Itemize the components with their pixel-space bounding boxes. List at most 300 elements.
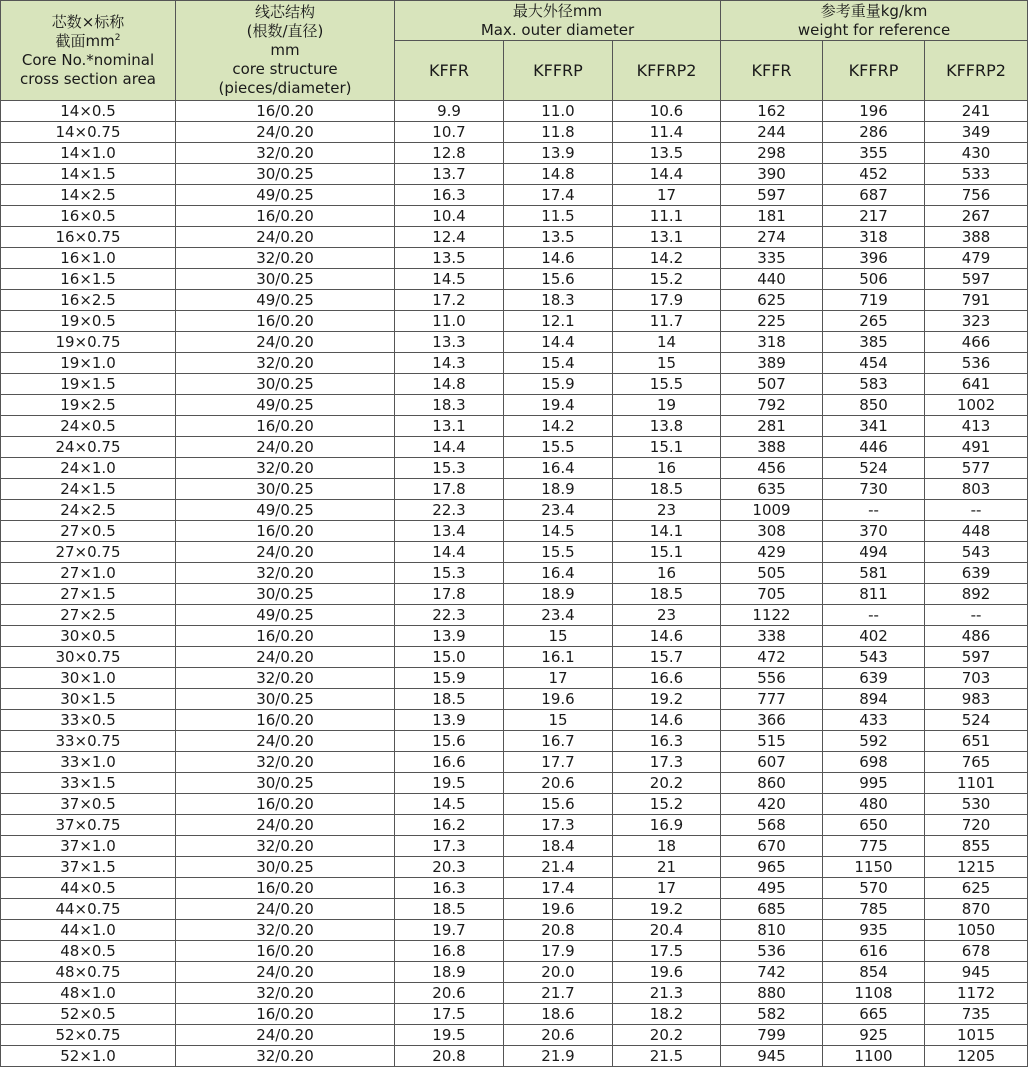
cell-core-size: 27×0.75 bbox=[1, 542, 176, 563]
table-row bbox=[1, 185, 1028, 206]
cell-core-structure: 24/0.20 bbox=[176, 731, 395, 752]
cell-weight-kffrp2: 491 bbox=[925, 437, 1028, 458]
cell-core-structure: 30/0.25 bbox=[176, 773, 395, 794]
cell-weight-kffr: 1122 bbox=[721, 605, 823, 626]
cell-core-size: 24×1.5 bbox=[1, 479, 176, 500]
cell-core-structure: 30/0.25 bbox=[176, 374, 395, 395]
cell-weight-kffrp2: 1050 bbox=[925, 920, 1028, 941]
cell-diameter-kffrp2: 15.1 bbox=[613, 542, 721, 563]
table-row bbox=[1, 248, 1028, 269]
cell-diameter-kffrp2: 19.2 bbox=[613, 899, 721, 920]
cell-diameter-kffr: 18.3 bbox=[395, 395, 504, 416]
cell-diameter-kffr: 14.5 bbox=[395, 269, 504, 290]
cell-weight-kffrp: 217 bbox=[823, 206, 925, 227]
cell-weight-kffrp: 480 bbox=[823, 794, 925, 815]
cell-core-size: 48×0.5 bbox=[1, 941, 176, 962]
cell-diameter-kffrp2: 11.7 bbox=[613, 311, 721, 332]
cell-weight-kffr: 308 bbox=[721, 521, 823, 542]
cell-diameter-kffr: 16.3 bbox=[395, 878, 504, 899]
cell-core-size: 24×0.5 bbox=[1, 416, 176, 437]
cell-weight-kffrp2: 1101 bbox=[925, 773, 1028, 794]
cell-diameter-kffrp2: 11.4 bbox=[613, 122, 721, 143]
cell-diameter-kffrp: 15 bbox=[504, 626, 613, 647]
cell-core-size: 14×2.5 bbox=[1, 185, 176, 206]
cell-weight-kffrp: 995 bbox=[823, 773, 925, 794]
table-row bbox=[1, 206, 1028, 227]
cell-diameter-kffr: 16.8 bbox=[395, 941, 504, 962]
table-row bbox=[1, 941, 1028, 962]
cell-weight-kffrp2: 641 bbox=[925, 374, 1028, 395]
cell-diameter-kffrp2: 15.2 bbox=[613, 269, 721, 290]
cell-core-structure: 16/0.20 bbox=[176, 878, 395, 899]
header-diameter-kffr: KFFR bbox=[395, 41, 504, 101]
cell-diameter-kffr: 13.5 bbox=[395, 248, 504, 269]
cell-diameter-kffrp2: 10.6 bbox=[613, 101, 721, 122]
cell-weight-kffr: 880 bbox=[721, 983, 823, 1004]
cell-diameter-kffrp2: 13.1 bbox=[613, 227, 721, 248]
cell-diameter-kffr: 17.2 bbox=[395, 290, 504, 311]
cell-core-structure: 24/0.20 bbox=[176, 437, 395, 458]
cell-diameter-kffrp2: 21 bbox=[613, 857, 721, 878]
cell-core-size: 37×0.5 bbox=[1, 794, 176, 815]
cell-core-structure: 16/0.20 bbox=[176, 710, 395, 731]
cell-diameter-kffrp: 17.9 bbox=[504, 941, 613, 962]
cell-weight-kffrp2: 466 bbox=[925, 332, 1028, 353]
cell-weight-kffrp: 581 bbox=[823, 563, 925, 584]
cell-diameter-kffrp: 18.4 bbox=[504, 836, 613, 857]
cell-diameter-kffrp: 16.7 bbox=[504, 731, 613, 752]
cell-weight-kffrp2: 597 bbox=[925, 269, 1028, 290]
cell-weight-kffrp2: 533 bbox=[925, 164, 1028, 185]
cell-weight-kffr: 536 bbox=[721, 941, 823, 962]
cell-weight-kffrp2: 720 bbox=[925, 815, 1028, 836]
cell-diameter-kffrp: 20.0 bbox=[504, 962, 613, 983]
cell-weight-kffrp: 935 bbox=[823, 920, 925, 941]
header-diameter-kffrp: KFFRP bbox=[504, 41, 613, 101]
cell-weight-kffr: 225 bbox=[721, 311, 823, 332]
table-row bbox=[1, 395, 1028, 416]
cell-diameter-kffrp: 15.6 bbox=[504, 794, 613, 815]
cell-diameter-kffrp2: 19.6 bbox=[613, 962, 721, 983]
cell-diameter-kffrp2: 17.9 bbox=[613, 290, 721, 311]
cell-diameter-kffrp: 20.6 bbox=[504, 1025, 613, 1046]
cell-diameter-kffrp: 17.3 bbox=[504, 815, 613, 836]
cell-diameter-kffrp: 20.6 bbox=[504, 773, 613, 794]
table-row bbox=[1, 1004, 1028, 1025]
cell-weight-kffrp2: 892 bbox=[925, 584, 1028, 605]
cell-core-size: 33×0.5 bbox=[1, 710, 176, 731]
cell-weight-kffrp: 639 bbox=[823, 668, 925, 689]
cell-core-size: 48×1.0 bbox=[1, 983, 176, 1004]
cell-weight-kffrp: 850 bbox=[823, 395, 925, 416]
cell-diameter-kffrp: 11.5 bbox=[504, 206, 613, 227]
cell-weight-kffrp: 583 bbox=[823, 374, 925, 395]
cell-core-size: 19×2.5 bbox=[1, 395, 176, 416]
cell-diameter-kffrp: 23.4 bbox=[504, 605, 613, 626]
cell-core-structure: 30/0.25 bbox=[176, 164, 395, 185]
cell-weight-kffrp: 385 bbox=[823, 332, 925, 353]
table-row bbox=[1, 689, 1028, 710]
header-weight-kffrp2: KFFRP2 bbox=[925, 41, 1028, 101]
cell-weight-kffrp: -- bbox=[823, 500, 925, 521]
table-row bbox=[1, 836, 1028, 857]
cell-diameter-kffrp: 15.5 bbox=[504, 542, 613, 563]
cell-weight-kffrp: 894 bbox=[823, 689, 925, 710]
cell-weight-kffrp2: 625 bbox=[925, 878, 1028, 899]
cell-weight-kffr: 507 bbox=[721, 374, 823, 395]
cell-weight-kffr: 495 bbox=[721, 878, 823, 899]
cell-core-size: 19×0.5 bbox=[1, 311, 176, 332]
cell-weight-kffrp2: 870 bbox=[925, 899, 1028, 920]
cell-weight-kffrp2: 735 bbox=[925, 1004, 1028, 1025]
cell-diameter-kffrp2: 15 bbox=[613, 353, 721, 374]
cell-weight-kffr: 390 bbox=[721, 164, 823, 185]
cell-weight-kffrp: 446 bbox=[823, 437, 925, 458]
cell-weight-kffr: 440 bbox=[721, 269, 823, 290]
cell-diameter-kffr: 13.3 bbox=[395, 332, 504, 353]
cell-diameter-kffrp2: 15.1 bbox=[613, 437, 721, 458]
cell-weight-kffrp: 1100 bbox=[823, 1046, 925, 1067]
cell-core-structure: 32/0.20 bbox=[176, 1046, 395, 1067]
cell-diameter-kffr: 17.8 bbox=[395, 479, 504, 500]
cell-weight-kffr: 281 bbox=[721, 416, 823, 437]
cell-core-size: 30×0.75 bbox=[1, 647, 176, 668]
cell-diameter-kffrp: 11.8 bbox=[504, 122, 613, 143]
cell-core-structure: 30/0.25 bbox=[176, 857, 395, 878]
cell-diameter-kffr: 16.2 bbox=[395, 815, 504, 836]
cell-core-structure: 49/0.25 bbox=[176, 290, 395, 311]
cell-diameter-kffrp2: 16 bbox=[613, 458, 721, 479]
cell-core-size: 37×0.75 bbox=[1, 815, 176, 836]
cell-core-structure: 16/0.20 bbox=[176, 941, 395, 962]
cell-weight-kffrp2: 1205 bbox=[925, 1046, 1028, 1067]
cell-core-size: 16×0.5 bbox=[1, 206, 176, 227]
cell-diameter-kffrp: 14.5 bbox=[504, 521, 613, 542]
cell-diameter-kffr: 18.9 bbox=[395, 962, 504, 983]
cell-core-structure: 32/0.20 bbox=[176, 458, 395, 479]
cell-weight-kffr: 705 bbox=[721, 584, 823, 605]
cell-core-size: 14×0.75 bbox=[1, 122, 176, 143]
cell-diameter-kffrp2: 20.2 bbox=[613, 1025, 721, 1046]
table-row bbox=[1, 458, 1028, 479]
cell-diameter-kffrp: 19.6 bbox=[504, 899, 613, 920]
cell-diameter-kffrp: 15.5 bbox=[504, 437, 613, 458]
cell-diameter-kffrp: 21.9 bbox=[504, 1046, 613, 1067]
cell-diameter-kffr: 12.8 bbox=[395, 143, 504, 164]
cell-weight-kffrp: 1108 bbox=[823, 983, 925, 1004]
table-row bbox=[1, 332, 1028, 353]
table-row bbox=[1, 164, 1028, 185]
table-row bbox=[1, 710, 1028, 731]
cell-weight-kffrp2: 388 bbox=[925, 227, 1028, 248]
cell-core-structure: 32/0.20 bbox=[176, 752, 395, 773]
cell-weight-kffrp2: 765 bbox=[925, 752, 1028, 773]
cell-weight-kffrp2: 524 bbox=[925, 710, 1028, 731]
cell-diameter-kffrp2: 20.2 bbox=[613, 773, 721, 794]
cell-weight-kffrp: 665 bbox=[823, 1004, 925, 1025]
cell-core-size: 48×0.75 bbox=[1, 962, 176, 983]
cell-diameter-kffrp2: 17.5 bbox=[613, 941, 721, 962]
cell-diameter-kffr: 17.8 bbox=[395, 584, 504, 605]
cell-diameter-kffrp2: 15.2 bbox=[613, 794, 721, 815]
cell-weight-kffrp: 454 bbox=[823, 353, 925, 374]
cell-diameter-kffrp2: 17 bbox=[613, 185, 721, 206]
cell-core-structure: 49/0.25 bbox=[176, 500, 395, 521]
table-row bbox=[1, 311, 1028, 332]
cell-weight-kffrp2: 448 bbox=[925, 521, 1028, 542]
cell-core-size: 24×2.5 bbox=[1, 500, 176, 521]
cell-weight-kffrp: 402 bbox=[823, 626, 925, 647]
cell-core-size: 37×1.0 bbox=[1, 836, 176, 857]
cell-weight-kffrp: 811 bbox=[823, 584, 925, 605]
cell-core-size: 24×1.0 bbox=[1, 458, 176, 479]
cell-weight-kffrp2: 678 bbox=[925, 941, 1028, 962]
header-weight-kffrp: KFFRP bbox=[823, 41, 925, 101]
cell-diameter-kffrp: 15.9 bbox=[504, 374, 613, 395]
cell-weight-kffrp2: 855 bbox=[925, 836, 1028, 857]
cell-core-structure: 32/0.20 bbox=[176, 983, 395, 1004]
cell-weight-kffr: 597 bbox=[721, 185, 823, 206]
cell-weight-kffrp2: 479 bbox=[925, 248, 1028, 269]
cell-core-size: 19×0.75 bbox=[1, 332, 176, 353]
cell-weight-kffr: 607 bbox=[721, 752, 823, 773]
table-row bbox=[1, 962, 1028, 983]
cell-weight-kffrp: 687 bbox=[823, 185, 925, 206]
cell-diameter-kffrp: 23.4 bbox=[504, 500, 613, 521]
cell-core-size: 14×1.5 bbox=[1, 164, 176, 185]
cell-diameter-kffr: 19.5 bbox=[395, 1025, 504, 1046]
cell-weight-kffr: 625 bbox=[721, 290, 823, 311]
cell-weight-kffrp: 719 bbox=[823, 290, 925, 311]
cell-diameter-kffrp2: 14.6 bbox=[613, 626, 721, 647]
table-row bbox=[1, 1046, 1028, 1067]
cell-weight-kffr: 582 bbox=[721, 1004, 823, 1025]
cell-diameter-kffr: 22.3 bbox=[395, 605, 504, 626]
cell-core-size: 52×1.0 bbox=[1, 1046, 176, 1067]
cell-diameter-kffr: 17.3 bbox=[395, 836, 504, 857]
cell-weight-kffr: 244 bbox=[721, 122, 823, 143]
cell-weight-kffr: 685 bbox=[721, 899, 823, 920]
table-row bbox=[1, 605, 1028, 626]
header-weight-kffr: KFFR bbox=[721, 41, 823, 101]
cell-diameter-kffrp: 15.4 bbox=[504, 353, 613, 374]
cell-diameter-kffr: 13.1 bbox=[395, 416, 504, 437]
table-row bbox=[1, 584, 1028, 605]
table-row bbox=[1, 437, 1028, 458]
cell-diameter-kffrp2: 16.3 bbox=[613, 731, 721, 752]
header-max-outer-diameter: 最大外径mm Max. outer diameter bbox=[395, 1, 721, 41]
cell-core-size: 16×1.5 bbox=[1, 269, 176, 290]
cell-diameter-kffrp2: 23 bbox=[613, 605, 721, 626]
cell-diameter-kffrp2: 14.4 bbox=[613, 164, 721, 185]
cell-core-size: 19×1.0 bbox=[1, 353, 176, 374]
cell-core-size: 44×0.75 bbox=[1, 899, 176, 920]
table-row bbox=[1, 416, 1028, 437]
table-row bbox=[1, 878, 1028, 899]
cell-core-structure: 24/0.20 bbox=[176, 647, 395, 668]
table-row bbox=[1, 227, 1028, 248]
cell-core-size: 16×0.75 bbox=[1, 227, 176, 248]
cell-diameter-kffr: 14.4 bbox=[395, 437, 504, 458]
cell-diameter-kffrp2: 15.5 bbox=[613, 374, 721, 395]
cell-diameter-kffrp: 18.9 bbox=[504, 584, 613, 605]
cell-core-structure: 24/0.20 bbox=[176, 962, 395, 983]
table-row bbox=[1, 773, 1028, 794]
table-row bbox=[1, 374, 1028, 395]
cell-core-structure: 16/0.20 bbox=[176, 521, 395, 542]
cell-diameter-kffrp2: 18.2 bbox=[613, 1004, 721, 1025]
cell-diameter-kffr: 16.3 bbox=[395, 185, 504, 206]
cell-diameter-kffr: 19.7 bbox=[395, 920, 504, 941]
cell-weight-kffrp2: 577 bbox=[925, 458, 1028, 479]
table-row bbox=[1, 647, 1028, 668]
cell-weight-kffrp2: 983 bbox=[925, 689, 1028, 710]
table-row bbox=[1, 794, 1028, 815]
cell-diameter-kffrp: 12.1 bbox=[504, 311, 613, 332]
cell-weight-kffrp: 433 bbox=[823, 710, 925, 731]
cell-diameter-kffrp: 16.4 bbox=[504, 458, 613, 479]
cell-core-size: 44×0.5 bbox=[1, 878, 176, 899]
cell-weight-kffrp2: 597 bbox=[925, 647, 1028, 668]
cell-weight-kffr: 162 bbox=[721, 101, 823, 122]
cell-weight-kffrp2: 945 bbox=[925, 962, 1028, 983]
cell-diameter-kffrp2: 13.5 bbox=[613, 143, 721, 164]
cell-diameter-kffrp: 11.0 bbox=[504, 101, 613, 122]
cell-weight-kffrp: 318 bbox=[823, 227, 925, 248]
cell-core-size: 24×0.75 bbox=[1, 437, 176, 458]
cell-diameter-kffrp: 17.4 bbox=[504, 878, 613, 899]
cell-diameter-kffrp: 16.1 bbox=[504, 647, 613, 668]
cell-core-size: 14×1.0 bbox=[1, 143, 176, 164]
cell-weight-kffr: 420 bbox=[721, 794, 823, 815]
cell-weight-kffrp2: 1002 bbox=[925, 395, 1028, 416]
header-core-structure: 线芯结构 (根数/直径) mm core structure (pieces/diameter) bbox=[176, 1, 395, 101]
table-row bbox=[1, 668, 1028, 689]
cell-diameter-kffrp2: 18 bbox=[613, 836, 721, 857]
table-row bbox=[1, 122, 1028, 143]
cell-core-structure: 24/0.20 bbox=[176, 122, 395, 143]
cell-diameter-kffrp: 17 bbox=[504, 668, 613, 689]
cell-weight-kffrp: 494 bbox=[823, 542, 925, 563]
cell-diameter-kffrp2: 21.3 bbox=[613, 983, 721, 1004]
table-row bbox=[1, 920, 1028, 941]
cell-diameter-kffrp: 20.8 bbox=[504, 920, 613, 941]
cell-core-size: 27×1.5 bbox=[1, 584, 176, 605]
cell-core-size: 30×1.0 bbox=[1, 668, 176, 689]
cell-diameter-kffr: 15.9 bbox=[395, 668, 504, 689]
table-row bbox=[1, 479, 1028, 500]
cell-weight-kffrp2: 349 bbox=[925, 122, 1028, 143]
cell-weight-kffrp2: 791 bbox=[925, 290, 1028, 311]
cell-weight-kffrp: 543 bbox=[823, 647, 925, 668]
cell-diameter-kffrp: 17.4 bbox=[504, 185, 613, 206]
cell-diameter-kffrp: 21.4 bbox=[504, 857, 613, 878]
cell-diameter-kffr: 18.5 bbox=[395, 899, 504, 920]
cell-weight-kffr: 505 bbox=[721, 563, 823, 584]
cell-diameter-kffrp: 18.6 bbox=[504, 1004, 613, 1025]
cell-weight-kffr: 556 bbox=[721, 668, 823, 689]
table-row bbox=[1, 353, 1028, 374]
cell-weight-kffr: 635 bbox=[721, 479, 823, 500]
cell-weight-kffrp2: 639 bbox=[925, 563, 1028, 584]
table-row bbox=[1, 626, 1028, 647]
cell-diameter-kffrp2: 23 bbox=[613, 500, 721, 521]
cell-weight-kffr: 777 bbox=[721, 689, 823, 710]
table-row bbox=[1, 290, 1028, 311]
cell-diameter-kffr: 15.6 bbox=[395, 731, 504, 752]
table-row bbox=[1, 269, 1028, 290]
cell-weight-kffrp: 785 bbox=[823, 899, 925, 920]
cell-weight-kffr: 810 bbox=[721, 920, 823, 941]
cell-core-size: 30×1.5 bbox=[1, 689, 176, 710]
cell-weight-kffrp: 286 bbox=[823, 122, 925, 143]
cell-core-structure: 24/0.20 bbox=[176, 815, 395, 836]
cell-diameter-kffr: 15.3 bbox=[395, 563, 504, 584]
cell-diameter-kffrp2: 17.3 bbox=[613, 752, 721, 773]
cell-weight-kffr: 1009 bbox=[721, 500, 823, 521]
cell-diameter-kffr: 10.4 bbox=[395, 206, 504, 227]
table-row bbox=[1, 857, 1028, 878]
cell-weight-kffrp2: 241 bbox=[925, 101, 1028, 122]
cell-core-structure: 16/0.20 bbox=[176, 416, 395, 437]
cell-weight-kffr: 568 bbox=[721, 815, 823, 836]
cell-core-size: 33×1.5 bbox=[1, 773, 176, 794]
cell-weight-kffrp: 452 bbox=[823, 164, 925, 185]
cell-core-structure: 16/0.20 bbox=[176, 206, 395, 227]
cell-diameter-kffrp: 19.4 bbox=[504, 395, 613, 416]
cell-diameter-kffr: 14.8 bbox=[395, 374, 504, 395]
cell-diameter-kffrp: 14.4 bbox=[504, 332, 613, 353]
cell-diameter-kffrp2: 18.5 bbox=[613, 584, 721, 605]
cell-weight-kffr: 338 bbox=[721, 626, 823, 647]
cell-diameter-kffr: 17.5 bbox=[395, 1004, 504, 1025]
cell-diameter-kffr: 20.3 bbox=[395, 857, 504, 878]
cell-core-size: 52×0.5 bbox=[1, 1004, 176, 1025]
cell-weight-kffrp2: 543 bbox=[925, 542, 1028, 563]
cell-diameter-kffrp: 18.9 bbox=[504, 479, 613, 500]
cell-core-structure: 30/0.25 bbox=[176, 689, 395, 710]
cell-core-size: 27×2.5 bbox=[1, 605, 176, 626]
cell-diameter-kffr: 13.9 bbox=[395, 710, 504, 731]
cell-weight-kffr: 945 bbox=[721, 1046, 823, 1067]
cell-weight-kffr: 472 bbox=[721, 647, 823, 668]
cell-core-structure: 24/0.20 bbox=[176, 1025, 395, 1046]
cell-core-size: 37×1.5 bbox=[1, 857, 176, 878]
cell-diameter-kffr: 9.9 bbox=[395, 101, 504, 122]
cell-diameter-kffr: 20.8 bbox=[395, 1046, 504, 1067]
cell-diameter-kffrp: 14.8 bbox=[504, 164, 613, 185]
cell-diameter-kffr: 11.0 bbox=[395, 311, 504, 332]
cell-weight-kffrp: 925 bbox=[823, 1025, 925, 1046]
cell-core-structure: 49/0.25 bbox=[176, 185, 395, 206]
cell-diameter-kffrp2: 13.8 bbox=[613, 416, 721, 437]
cell-core-structure: 49/0.25 bbox=[176, 395, 395, 416]
cell-core-structure: 32/0.20 bbox=[176, 668, 395, 689]
cell-diameter-kffrp2: 16.6 bbox=[613, 668, 721, 689]
cell-weight-kffr: 965 bbox=[721, 857, 823, 878]
table-row bbox=[1, 815, 1028, 836]
cell-core-size: 52×0.75 bbox=[1, 1025, 176, 1046]
cell-core-structure: 30/0.25 bbox=[176, 479, 395, 500]
table-row bbox=[1, 752, 1028, 773]
cell-weight-kffrp: 370 bbox=[823, 521, 925, 542]
cell-diameter-kffr: 15.0 bbox=[395, 647, 504, 668]
cell-weight-kffr: 670 bbox=[721, 836, 823, 857]
cell-diameter-kffrp2: 14.1 bbox=[613, 521, 721, 542]
cell-weight-kffr: 298 bbox=[721, 143, 823, 164]
cell-weight-kffr: 456 bbox=[721, 458, 823, 479]
table-row bbox=[1, 500, 1028, 521]
